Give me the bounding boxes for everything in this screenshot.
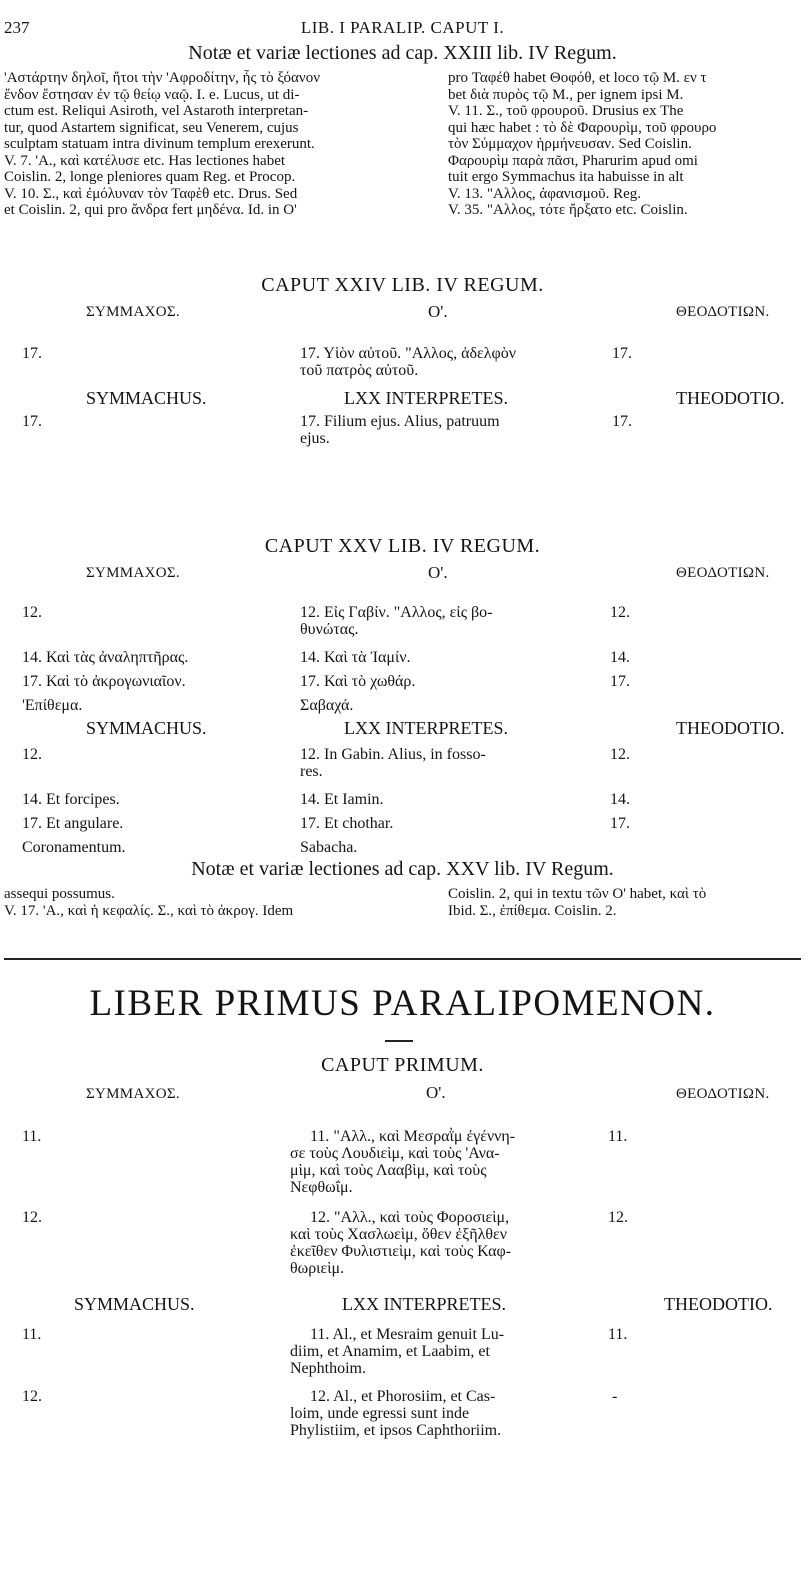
title-ornament-rule bbox=[385, 1040, 413, 1042]
note-line: V. 17. 'Α., καὶ ἡ κεφαλίς. Σ., καὶ τὸ ἀκρογ. Idem bbox=[4, 902, 294, 919]
running-title: LIB. I PARALIP. CAPUT I. bbox=[300, 18, 505, 37]
notae-xxv-left-column bbox=[4, 886, 436, 919]
theodotion-verse-mark: - bbox=[612, 1388, 618, 1405]
symmachus-greek-heading: ΣΥΜΜΑΧΟΣ. bbox=[86, 1086, 180, 1102]
lxx-greek-entry bbox=[290, 1128, 575, 1196]
theodotion-verse: 14. bbox=[610, 649, 630, 666]
entry-line: 17. Καὶ τὸ χωθάρ. bbox=[300, 673, 416, 690]
entry-line: res. bbox=[300, 763, 323, 780]
lxx-latin-heading: LXX INTERPRETES. bbox=[342, 1294, 506, 1314]
symmachus-entry: 14. Et forcipes. bbox=[22, 791, 120, 808]
lxx-greek-entry bbox=[300, 673, 585, 690]
theodotion-verse: 12. bbox=[610, 604, 630, 621]
page-number: 237 bbox=[4, 18, 30, 37]
lxx-greek-heading: Ο'. bbox=[428, 302, 448, 321]
theodotion-greek-heading: ΘΕΟΔΟΤΙΩΝ. bbox=[676, 304, 770, 320]
entry-line: 12. In Gabin. Alius, in fosso- bbox=[300, 746, 486, 763]
note-line: bet διὰ πυρὸς τῷ Μ., per ignem ipsi M. bbox=[448, 86, 684, 103]
entry-line: loim, unde egressi sunt inde bbox=[290, 1405, 470, 1422]
entry-line: Σαβαχά. bbox=[300, 697, 354, 714]
note-line: V. 11. Σ., τοῦ φρουροῦ. Drusius ex The bbox=[448, 103, 684, 119]
theodotion-verse: 14. bbox=[610, 791, 630, 808]
lxx-greek-heading: Ο'. bbox=[426, 1083, 446, 1102]
theodotion-verse: 17. bbox=[610, 815, 630, 832]
lxx-greek-entry bbox=[300, 649, 585, 666]
entry-line: Νεφθωΐμ. bbox=[290, 1179, 353, 1196]
symmachus-verse: 11. bbox=[22, 1128, 42, 1145]
entry-line: 14. Et Iamin. bbox=[300, 791, 384, 808]
symmachus-entry: Coronamentum. bbox=[22, 839, 126, 856]
caput-primum-title: CAPUT PRIMUM. bbox=[321, 1054, 484, 1076]
theodotion-latin-heading: THEODOTIO. bbox=[664, 1294, 773, 1314]
lxx-latin-entry bbox=[300, 413, 585, 447]
symmachus-greek-heading: ΣΥΜΜΑΧΟΣ. bbox=[86, 565, 180, 581]
entry-line: 12. Al., et Phorosiim, et Cas- bbox=[310, 1388, 496, 1405]
notae-xxv-right-column bbox=[448, 886, 805, 919]
note-line: sculptam statuam intra divinum templum erexerunt. bbox=[4, 136, 315, 152]
note-line: tuit ergo Symmachus ita habuisse in alt bbox=[448, 169, 684, 185]
entry-line: ejus. bbox=[300, 430, 330, 447]
notae-xxiii-right-column bbox=[448, 70, 805, 219]
entry-line: 17. Filium ejus. Alius, patruum bbox=[300, 413, 500, 430]
theodotion-latin-heading: THEODOTIO. bbox=[676, 718, 785, 738]
book-title: LIBER PRIMUS PARALIPOMENON. bbox=[89, 983, 716, 1024]
entry-line: θυνώτας. bbox=[300, 621, 359, 638]
note-line: Coislin. 2, qui in textu τῶν Ο' habet, καὶ τὸ bbox=[448, 886, 707, 902]
notae-xxv-title: Notæ et variæ lectiones ad cap. XXV lib. IV Regum. bbox=[191, 858, 614, 880]
theodotion-greek-heading: ΘΕΟΔΟΤΙΩΝ. bbox=[676, 565, 770, 581]
symmachus-entry: 14. Καὶ τὰς ἀναληπτῆρας. bbox=[22, 649, 189, 666]
note-line: pro Ταφέθ habet Θοφόθ, et loco τῷ Μ. εν τ bbox=[448, 70, 707, 86]
symmachus-verse: 11. bbox=[22, 1326, 42, 1343]
note-line: τὸν Σύμμαχον ἡρμήνευσαν. Sed Coislin. bbox=[448, 136, 692, 152]
note-line: 'Αστάρτην δηλοῖ, ἤτοι τὴν 'Αφροδίτην, ἧς τὸ ξόανον bbox=[4, 70, 320, 86]
symmachus-greek-heading: ΣΥΜΜΑΧΟΣ. bbox=[86, 304, 180, 320]
notae-xxiii-left-column bbox=[4, 70, 436, 219]
note-line: ctum est. Reliqui Asiroth, vel Astaroth interpretan- bbox=[4, 103, 309, 119]
lxx-latin-heading: LXX INTERPRETES. bbox=[344, 388, 508, 408]
entry-line: 11. "Αλλ., καὶ Μεσραῒμ ἐγέννη- bbox=[310, 1128, 516, 1145]
entry-line: μὶμ, καὶ τοὺς Λααβὶμ, καὶ τοὺς bbox=[290, 1162, 487, 1179]
theodotion-verse: 17. bbox=[612, 345, 632, 362]
lxx-latin-entry bbox=[300, 839, 585, 856]
caput-xxiv-title: CAPUT XXIV LIB. IV REGUM. bbox=[261, 274, 544, 296]
note-line: Coislin. 2, longe pleniores quam Reg. et Procop. bbox=[4, 169, 296, 185]
symmachus-verse: 12. bbox=[22, 1209, 42, 1226]
entry-line: ἐκεῖθεν Φυλιστιεὶμ, καὶ τοὺς Καφ- bbox=[290, 1243, 512, 1260]
theodotion-verse: 12. bbox=[608, 1209, 628, 1226]
symmachus-verse: 17. bbox=[22, 345, 42, 362]
entry-line: 12. "Αλλ., καὶ τοὺς Φοροσιεὶμ, bbox=[310, 1209, 510, 1226]
entry-line: σε τοὺς Λουδιεὶμ, καὶ τοὺς 'Ανα- bbox=[290, 1145, 500, 1162]
symmachus-latin-heading: SYMMACHUS. bbox=[86, 388, 207, 408]
note-line: V. 7. 'Α., καὶ κατέλυσε etc. Has lectiones habet bbox=[4, 152, 286, 169]
theodotion-verse: 11. bbox=[608, 1128, 628, 1145]
entry-line: θωριεὶμ. bbox=[290, 1260, 345, 1277]
entry-line: 17. Et chothar. bbox=[300, 815, 394, 832]
entry-line: τοῦ πατρὸς αὐτοῦ. bbox=[300, 362, 419, 379]
lxx-latin-heading: LXX INTERPRETES. bbox=[344, 718, 508, 738]
lxx-greek-entry bbox=[300, 345, 585, 379]
symmachus-entry: 17. Et angulare. bbox=[22, 815, 124, 832]
theodotion-verse: 11. bbox=[608, 1326, 628, 1343]
note-line: V. 13. "Αλλος, ἀφανισμοῦ. Reg. bbox=[448, 185, 642, 202]
symmachus-latin-heading: SYMMACHUS. bbox=[86, 718, 207, 738]
symmachus-verse: 17. bbox=[22, 413, 42, 430]
entry-line: Phylistiim, et ipsos Caphthoriim. bbox=[290, 1422, 502, 1439]
note-line: Φαρουρὶμ παρὰ πᾶσι, Pharurim apud omi bbox=[448, 152, 698, 169]
lxx-greek-heading: Ο'. bbox=[428, 563, 448, 582]
note-line: ἔνδον ἔστησαν ἐν τῷ θείῳ ναῷ. I. e. Lucus, ut di- bbox=[4, 86, 300, 103]
theodotion-greek-heading: ΘΕΟΔΟΤΙΩΝ. bbox=[676, 1086, 770, 1102]
note-line: et Coislin. 2, qui pro ἄνδρα fert μηδένα. Id. in Ο' bbox=[4, 202, 297, 218]
note-line: qui hæc habet : τὸ δὲ Φαρουρὶμ, τοῦ φρουρο bbox=[448, 119, 717, 136]
lxx-latin-entry bbox=[300, 815, 585, 832]
note-line: V. 10. Σ., καὶ ἐμόλυναν τὸν Ταφὲθ etc. Drus. Sed bbox=[4, 185, 298, 202]
note-line: Ibid. Σ., ἐπίθεμα. Coislin. 2. bbox=[448, 902, 617, 919]
symmachus-latin-heading: SYMMACHUS. bbox=[74, 1294, 195, 1314]
entry-line: 17. Υἱὸν αὐτοῦ. "Αλλος, ἀδελφὸν bbox=[300, 345, 516, 362]
entry-line: Nephthoim. bbox=[290, 1360, 366, 1377]
theodotion-verse: 17. bbox=[612, 413, 632, 430]
symmachus-entry: 17. Καὶ τὸ ἀκρογωνιαῖον. bbox=[22, 673, 186, 690]
lxx-latin-entry bbox=[300, 746, 585, 780]
caput-xxv-title: CAPUT XXV LIB. IV REGUM. bbox=[264, 535, 541, 557]
symmachus-entry: 12. bbox=[22, 604, 42, 621]
symmachus-entry: 'Επίθεμα. bbox=[22, 697, 83, 714]
entry-line: 12. Εἰς Γαβίν. "Αλλος, εἰς βο- bbox=[300, 604, 493, 621]
entry-line: 11. Al., et Mesraim genuit Lu- bbox=[310, 1326, 505, 1343]
lxx-greek-entry bbox=[290, 1209, 575, 1277]
symmachus-verse: 12. bbox=[22, 1388, 42, 1405]
note-line: assequi possumus. bbox=[4, 886, 115, 902]
note-line: tur, quod Astartem significat, seu Venerem, cujus bbox=[4, 119, 299, 136]
section-divider bbox=[4, 958, 801, 960]
entry-line: καὶ τοὺς Χασλωεὶμ, ὅθεν ἐξῆλθεν bbox=[290, 1226, 507, 1243]
note-line: V. 35. "Αλλος, τότε ἤρξατο etc. Coislin. bbox=[448, 202, 688, 218]
lxx-latin-entry bbox=[290, 1388, 575, 1439]
entry-line: Sabacha. bbox=[300, 839, 358, 856]
theodotion-verse: 17. bbox=[610, 673, 630, 690]
theodotion-latin-heading: THEODOTIO. bbox=[676, 388, 785, 408]
entry-line: diim, et Anamim, et Laabim, et bbox=[290, 1343, 490, 1360]
lxx-greek-entry bbox=[300, 697, 585, 714]
symmachus-entry: 12. bbox=[22, 746, 42, 763]
notae-xxiii-title: Notæ et variæ lectiones ad cap. XXIII lib. IV Regum. bbox=[188, 42, 617, 64]
lxx-greek-entry bbox=[300, 604, 585, 638]
theodotion-verse: 12. bbox=[610, 746, 630, 763]
lxx-latin-entry bbox=[290, 1326, 575, 1377]
lxx-latin-entry bbox=[300, 791, 585, 808]
entry-line: 14. Καὶ τὰ Ἰαμίν. bbox=[300, 649, 411, 666]
